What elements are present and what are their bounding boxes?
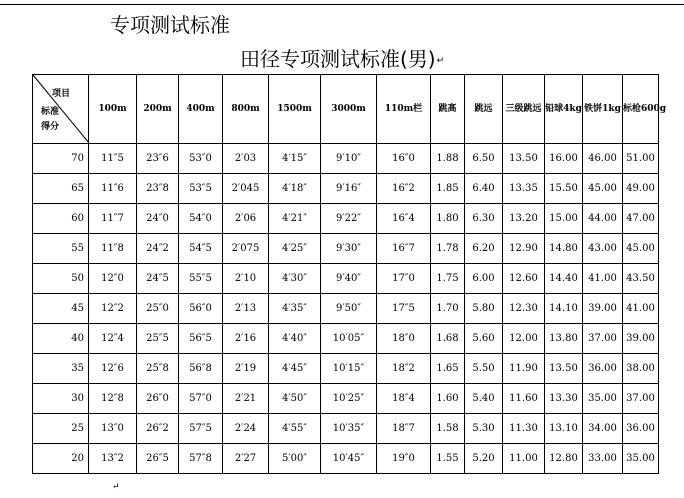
value-cell: 4′15″ <box>269 144 321 174</box>
value-cell: 4′25″ <box>269 234 321 264</box>
column-header: 铅球4kg <box>545 75 583 144</box>
value-cell: 33.00 <box>583 444 623 474</box>
column-header: 110m栏 <box>377 75 431 144</box>
value-cell: 24″0 <box>137 204 179 234</box>
value-cell: 4′18″ <box>269 174 321 204</box>
value-cell: 9′50″ <box>321 294 377 324</box>
value-cell: 26″0 <box>137 384 179 414</box>
column-header: 200m <box>137 75 179 144</box>
value-cell: 13.80 <box>545 324 583 354</box>
value-cell: 19″0 <box>377 444 431 474</box>
value-cell: 41.00 <box>623 294 659 324</box>
table-row <box>33 234 659 264</box>
paragraph-mark-icon: ↵ <box>436 55 445 66</box>
value-cell: 26″5 <box>137 444 179 474</box>
value-cell: 13″0 <box>89 414 137 444</box>
value-cell: 11.30 <box>503 414 545 444</box>
value-cell: 6.30 <box>465 204 503 234</box>
value-cell: 2′045 <box>223 174 269 204</box>
value-cell: 10′45″ <box>321 444 377 474</box>
value-cell: 2′24 <box>223 414 269 444</box>
value-cell: 23″6 <box>137 144 179 174</box>
value-cell: 37.00 <box>583 324 623 354</box>
value-cell: 11″5 <box>89 144 137 174</box>
score-cell: 40 <box>33 324 89 354</box>
value-cell: 57″5 <box>179 414 223 444</box>
header-row <box>33 75 659 144</box>
column-header: 标枪600g <box>623 75 659 144</box>
value-cell: 53″0 <box>179 144 223 174</box>
value-cell: 4′40″ <box>269 324 321 354</box>
score-cell: 50 <box>33 264 89 294</box>
value-cell: 2′10 <box>223 264 269 294</box>
value-cell: 14.80 <box>545 234 583 264</box>
value-cell: 13.35 <box>503 174 545 204</box>
column-header: 跳远 <box>465 75 503 144</box>
value-cell: 25″5 <box>137 324 179 354</box>
value-cell: 12″6 <box>89 354 137 384</box>
value-cell: 1.60 <box>431 384 465 414</box>
column-header: 800m <box>223 75 269 144</box>
score-cell: 25 <box>33 414 89 444</box>
column-header: 3000m <box>321 75 377 144</box>
value-cell: 4′50″ <box>269 384 321 414</box>
value-cell: 37.00 <box>623 384 659 414</box>
value-cell: 10′25″ <box>321 384 377 414</box>
corner-score-label: 得分 <box>41 122 60 132</box>
value-cell: 2′21 <box>223 384 269 414</box>
value-cell: 1.58 <box>431 414 465 444</box>
value-cell: 56″8 <box>179 354 223 384</box>
table-row <box>33 444 659 474</box>
corner-header-cell <box>33 75 89 144</box>
value-cell: 18″7 <box>377 414 431 444</box>
value-cell: 13.20 <box>503 204 545 234</box>
value-cell: 53″5 <box>179 174 223 204</box>
table-row <box>33 414 659 444</box>
value-cell: 18″2 <box>377 354 431 384</box>
value-cell: 26″2 <box>137 414 179 444</box>
paragraph-mark-icon: ↵ <box>112 482 120 492</box>
value-cell: 34.00 <box>583 414 623 444</box>
top-rule <box>0 4 684 5</box>
value-cell: 11″6 <box>89 174 137 204</box>
value-cell: 5.80 <box>465 294 503 324</box>
table-title: 田径专项测试标准(男)↵ <box>240 47 445 71</box>
value-cell: 24″5 <box>137 264 179 294</box>
value-cell: 16″4 <box>377 204 431 234</box>
value-cell: 38.00 <box>623 354 659 384</box>
value-cell: 1.80 <box>431 204 465 234</box>
table-row <box>33 174 659 204</box>
score-cell: 55 <box>33 234 89 264</box>
value-cell: 2′03 <box>223 144 269 174</box>
value-cell: 6.20 <box>465 234 503 264</box>
value-cell: 56″0 <box>179 294 223 324</box>
value-cell: 17″5 <box>377 294 431 324</box>
value-cell: 41.00 <box>583 264 623 294</box>
value-cell: 44.00 <box>583 204 623 234</box>
value-cell: 2′13 <box>223 294 269 324</box>
value-cell: 25″0 <box>137 294 179 324</box>
value-cell: 24″2 <box>137 234 179 264</box>
value-cell: 14.10 <box>545 294 583 324</box>
value-cell: 54″0 <box>179 204 223 234</box>
section-heading: 专项测试标准 <box>110 13 230 37</box>
value-cell: 12.80 <box>545 444 583 474</box>
value-cell: 45.00 <box>623 234 659 264</box>
table-row <box>33 264 659 294</box>
value-cell: 54″5 <box>179 234 223 264</box>
value-cell: 4′55″ <box>269 414 321 444</box>
value-cell: 13.50 <box>545 354 583 384</box>
value-cell: 18″0 <box>377 324 431 354</box>
value-cell: 9′22″ <box>321 204 377 234</box>
value-cell: 57″8 <box>179 444 223 474</box>
value-cell: 12.60 <box>503 264 545 294</box>
value-cell: 6.00 <box>465 264 503 294</box>
score-cell: 45 <box>33 294 89 324</box>
value-cell: 1.78 <box>431 234 465 264</box>
value-cell: 12″2 <box>89 294 137 324</box>
column-header: 1500m <box>269 75 321 144</box>
value-cell: 12.00 <box>503 324 545 354</box>
value-cell: 13.10 <box>545 414 583 444</box>
value-cell: 46.00 <box>583 144 623 174</box>
value-cell: 4′30″ <box>269 264 321 294</box>
value-cell: 36.00 <box>583 354 623 384</box>
value-cell: 2′16 <box>223 324 269 354</box>
table-row <box>33 354 659 384</box>
value-cell: 1.88 <box>431 144 465 174</box>
value-cell: 11.60 <box>503 384 545 414</box>
value-cell: 14.40 <box>545 264 583 294</box>
value-cell: 9′30″ <box>321 234 377 264</box>
score-cell: 70 <box>33 144 89 174</box>
value-cell: 11″7 <box>89 204 137 234</box>
value-cell: 6.50 <box>465 144 503 174</box>
value-cell: 1.65 <box>431 354 465 384</box>
value-cell: 2′27 <box>223 444 269 474</box>
value-cell: 1.68 <box>431 324 465 354</box>
corner-standard-label: 标准 <box>41 107 60 117</box>
score-cell: 30 <box>33 384 89 414</box>
value-cell: 1.55 <box>431 444 465 474</box>
value-cell: 9′10″ <box>321 144 377 174</box>
value-cell: 5.30 <box>465 414 503 444</box>
value-cell: 1.70 <box>431 294 465 324</box>
value-cell: 11″8 <box>89 234 137 264</box>
value-cell: 56″5 <box>179 324 223 354</box>
value-cell: 1.75 <box>431 264 465 294</box>
value-cell: 16″7 <box>377 234 431 264</box>
value-cell: 13″2 <box>89 444 137 474</box>
table-row <box>33 144 659 174</box>
value-cell: 36.00 <box>623 414 659 444</box>
column-header: 400m <box>179 75 223 144</box>
value-cell: 43.00 <box>583 234 623 264</box>
value-cell: 11.90 <box>503 354 545 384</box>
value-cell: 5.50 <box>465 354 503 384</box>
value-cell: 10′05″ <box>321 324 377 354</box>
standards-table <box>32 74 667 474</box>
table-row <box>33 294 659 324</box>
value-cell: 15.00 <box>545 204 583 234</box>
value-cell: 35.00 <box>583 384 623 414</box>
value-cell: 12.90 <box>503 234 545 264</box>
value-cell: 55″5 <box>179 264 223 294</box>
value-cell: 9′16″ <box>321 174 377 204</box>
value-cell: 10′15″ <box>321 354 377 384</box>
value-cell: 2′075 <box>223 234 269 264</box>
value-cell: 45.00 <box>583 174 623 204</box>
value-cell: 5.40 <box>465 384 503 414</box>
value-cell: 12″8 <box>89 384 137 414</box>
value-cell: 12.30 <box>503 294 545 324</box>
value-cell: 1.85 <box>431 174 465 204</box>
table-row <box>33 384 659 414</box>
value-cell: 43.50 <box>623 264 659 294</box>
value-cell: 2′19 <box>223 354 269 384</box>
value-cell: 13.50 <box>503 144 545 174</box>
value-cell: 2′06 <box>223 204 269 234</box>
value-cell: 57″0 <box>179 384 223 414</box>
value-cell: 51.00 <box>623 144 659 174</box>
table-body <box>33 144 659 474</box>
table-row <box>33 324 659 354</box>
value-cell: 4′21″ <box>269 204 321 234</box>
value-cell: 49.00 <box>623 174 659 204</box>
value-cell: 16.00 <box>545 144 583 174</box>
value-cell: 47.00 <box>623 204 659 234</box>
column-header: 100m <box>89 75 137 144</box>
value-cell: 39.00 <box>583 294 623 324</box>
column-header: 跳高 <box>431 75 465 144</box>
value-cell: 25″8 <box>137 354 179 384</box>
value-cell: 6.40 <box>465 174 503 204</box>
value-cell: 11.00 <box>503 444 545 474</box>
value-cell: 23″8 <box>137 174 179 204</box>
value-cell: 12″4 <box>89 324 137 354</box>
value-cell: 5.60 <box>465 324 503 354</box>
value-cell: 10′35″ <box>321 414 377 444</box>
value-cell: 18″4 <box>377 384 431 414</box>
score-cell: 35 <box>33 354 89 384</box>
value-cell: 15.50 <box>545 174 583 204</box>
value-cell: 16″2 <box>377 174 431 204</box>
value-cell: 5′00″ <box>269 444 321 474</box>
score-cell: 20 <box>33 444 89 474</box>
value-cell: 5.20 <box>465 444 503 474</box>
value-cell: 17″0 <box>377 264 431 294</box>
column-header: 三级跳远 <box>503 75 545 144</box>
value-cell: 16″0 <box>377 144 431 174</box>
value-cell: 9′40″ <box>321 264 377 294</box>
value-cell: 12″0 <box>89 264 137 294</box>
corner-item-label: 项目 <box>52 89 71 99</box>
score-cell: 60 <box>33 204 89 234</box>
column-header: 铁饼1kg <box>583 75 623 144</box>
value-cell: 4′35″ <box>269 294 321 324</box>
value-cell: 39.00 <box>623 324 659 354</box>
score-cell: 65 <box>33 174 89 204</box>
table-row <box>33 204 659 234</box>
value-cell: 35.00 <box>623 444 659 474</box>
value-cell: 4′45″ <box>269 354 321 384</box>
value-cell: 13.30 <box>545 384 583 414</box>
